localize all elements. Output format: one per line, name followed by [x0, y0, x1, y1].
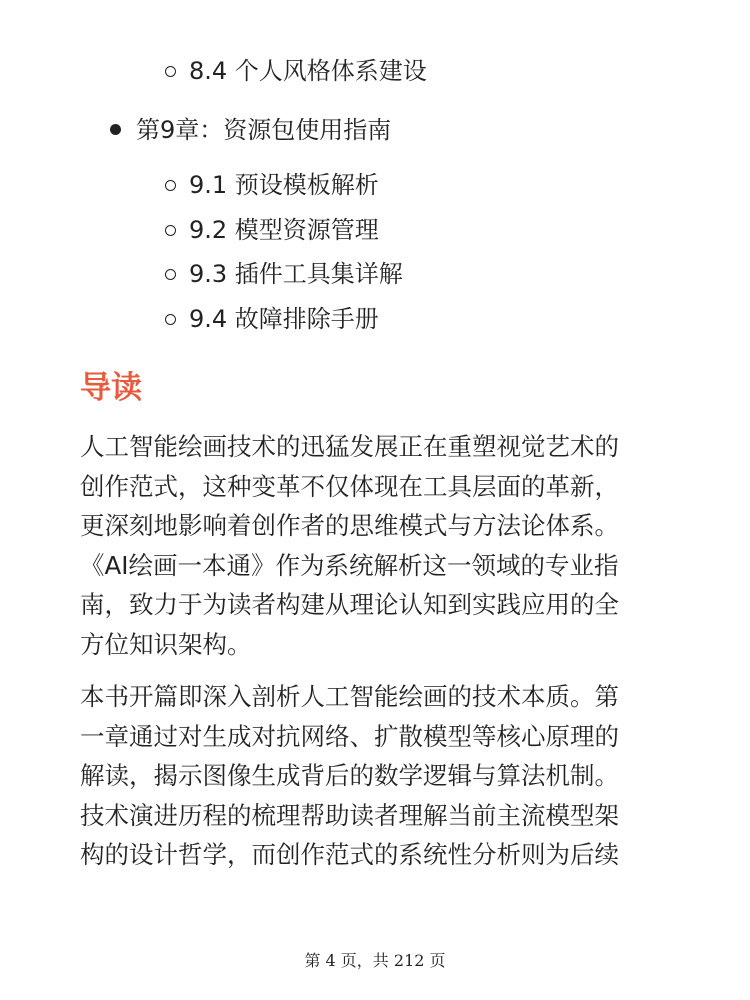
- disc-bullet-icon: [110, 124, 121, 135]
- circle-bullet-icon: [165, 269, 176, 280]
- intro-paragraph-2: [80, 677, 680, 875]
- toc-item-9-4[interactable]: [165, 297, 403, 342]
- chapter-9-subsection-list: [165, 163, 403, 341]
- toc-item-9-2[interactable]: [165, 208, 403, 253]
- intro-heading: 导读: [80, 370, 142, 406]
- toc-item-8-4[interactable]: [165, 49, 427, 94]
- toc-item-label: 9.4 故障排除手册: [189, 304, 379, 333]
- paragraph-line: 构的设计哲学，而创作范式的系统性分析则为后续: [80, 840, 619, 869]
- paragraph-line: 一章通过对生成对抗网络、扩散模型等核心原理的: [80, 721, 619, 751]
- page-number: 第 4 页，共 212 页: [304, 951, 446, 970]
- toc-chapter-label: 第9章：资源包使用指南: [136, 116, 392, 144]
- circle-bullet-icon: [165, 225, 176, 236]
- intro-paragraph-1: [80, 427, 680, 664]
- toc-item-label: 8.4 个人风格体系建设: [189, 57, 427, 85]
- chapter-8-subsection-list: [165, 49, 427, 94]
- circle-bullet-icon: [165, 314, 176, 325]
- toc-item-9-3[interactable]: [165, 252, 403, 297]
- paragraph-line: 方位知识架构。: [80, 629, 252, 659]
- paragraph-line: 创作范式，这种变革不仅体现在工具层面的革新，: [80, 471, 619, 501]
- paragraph-line: 技术演进历程的梳理帮助读者理解当前主流模型架: [80, 800, 619, 830]
- chapter-list: [110, 108, 391, 152]
- toc-item-label: 9.3 插件工具集详解: [189, 260, 403, 288]
- paragraph-line: 《AI绘画一本通》作为系统解析这一领域的专业指: [80, 550, 619, 580]
- paragraph-line: 南，致力于为读者构建从理论认知到实践应用的全: [80, 590, 619, 619]
- circle-bullet-icon: [165, 180, 176, 191]
- paragraph-line: 本书开篇即深入剖析人工智能绘画的技术本质。第: [80, 682, 619, 711]
- toc-item-9-1[interactable]: [165, 163, 403, 208]
- paragraph-line: 更深刻地影响着创作者的思维模式与方法论体系。: [80, 511, 619, 540]
- toc-chapter-9[interactable]: [110, 108, 391, 152]
- toc-item-label: 9.1 预设模板解析: [189, 171, 379, 199]
- paragraph-line: 人工智能绘画技术的迅猛发展正在重塑视觉艺术的: [80, 432, 619, 461]
- circle-bullet-icon: [165, 66, 176, 77]
- toc-item-label: 9.2 模型资源管理: [189, 215, 379, 244]
- paragraph-line: 解读，揭示图像生成背后的数学逻辑与算法机制。: [80, 761, 619, 790]
